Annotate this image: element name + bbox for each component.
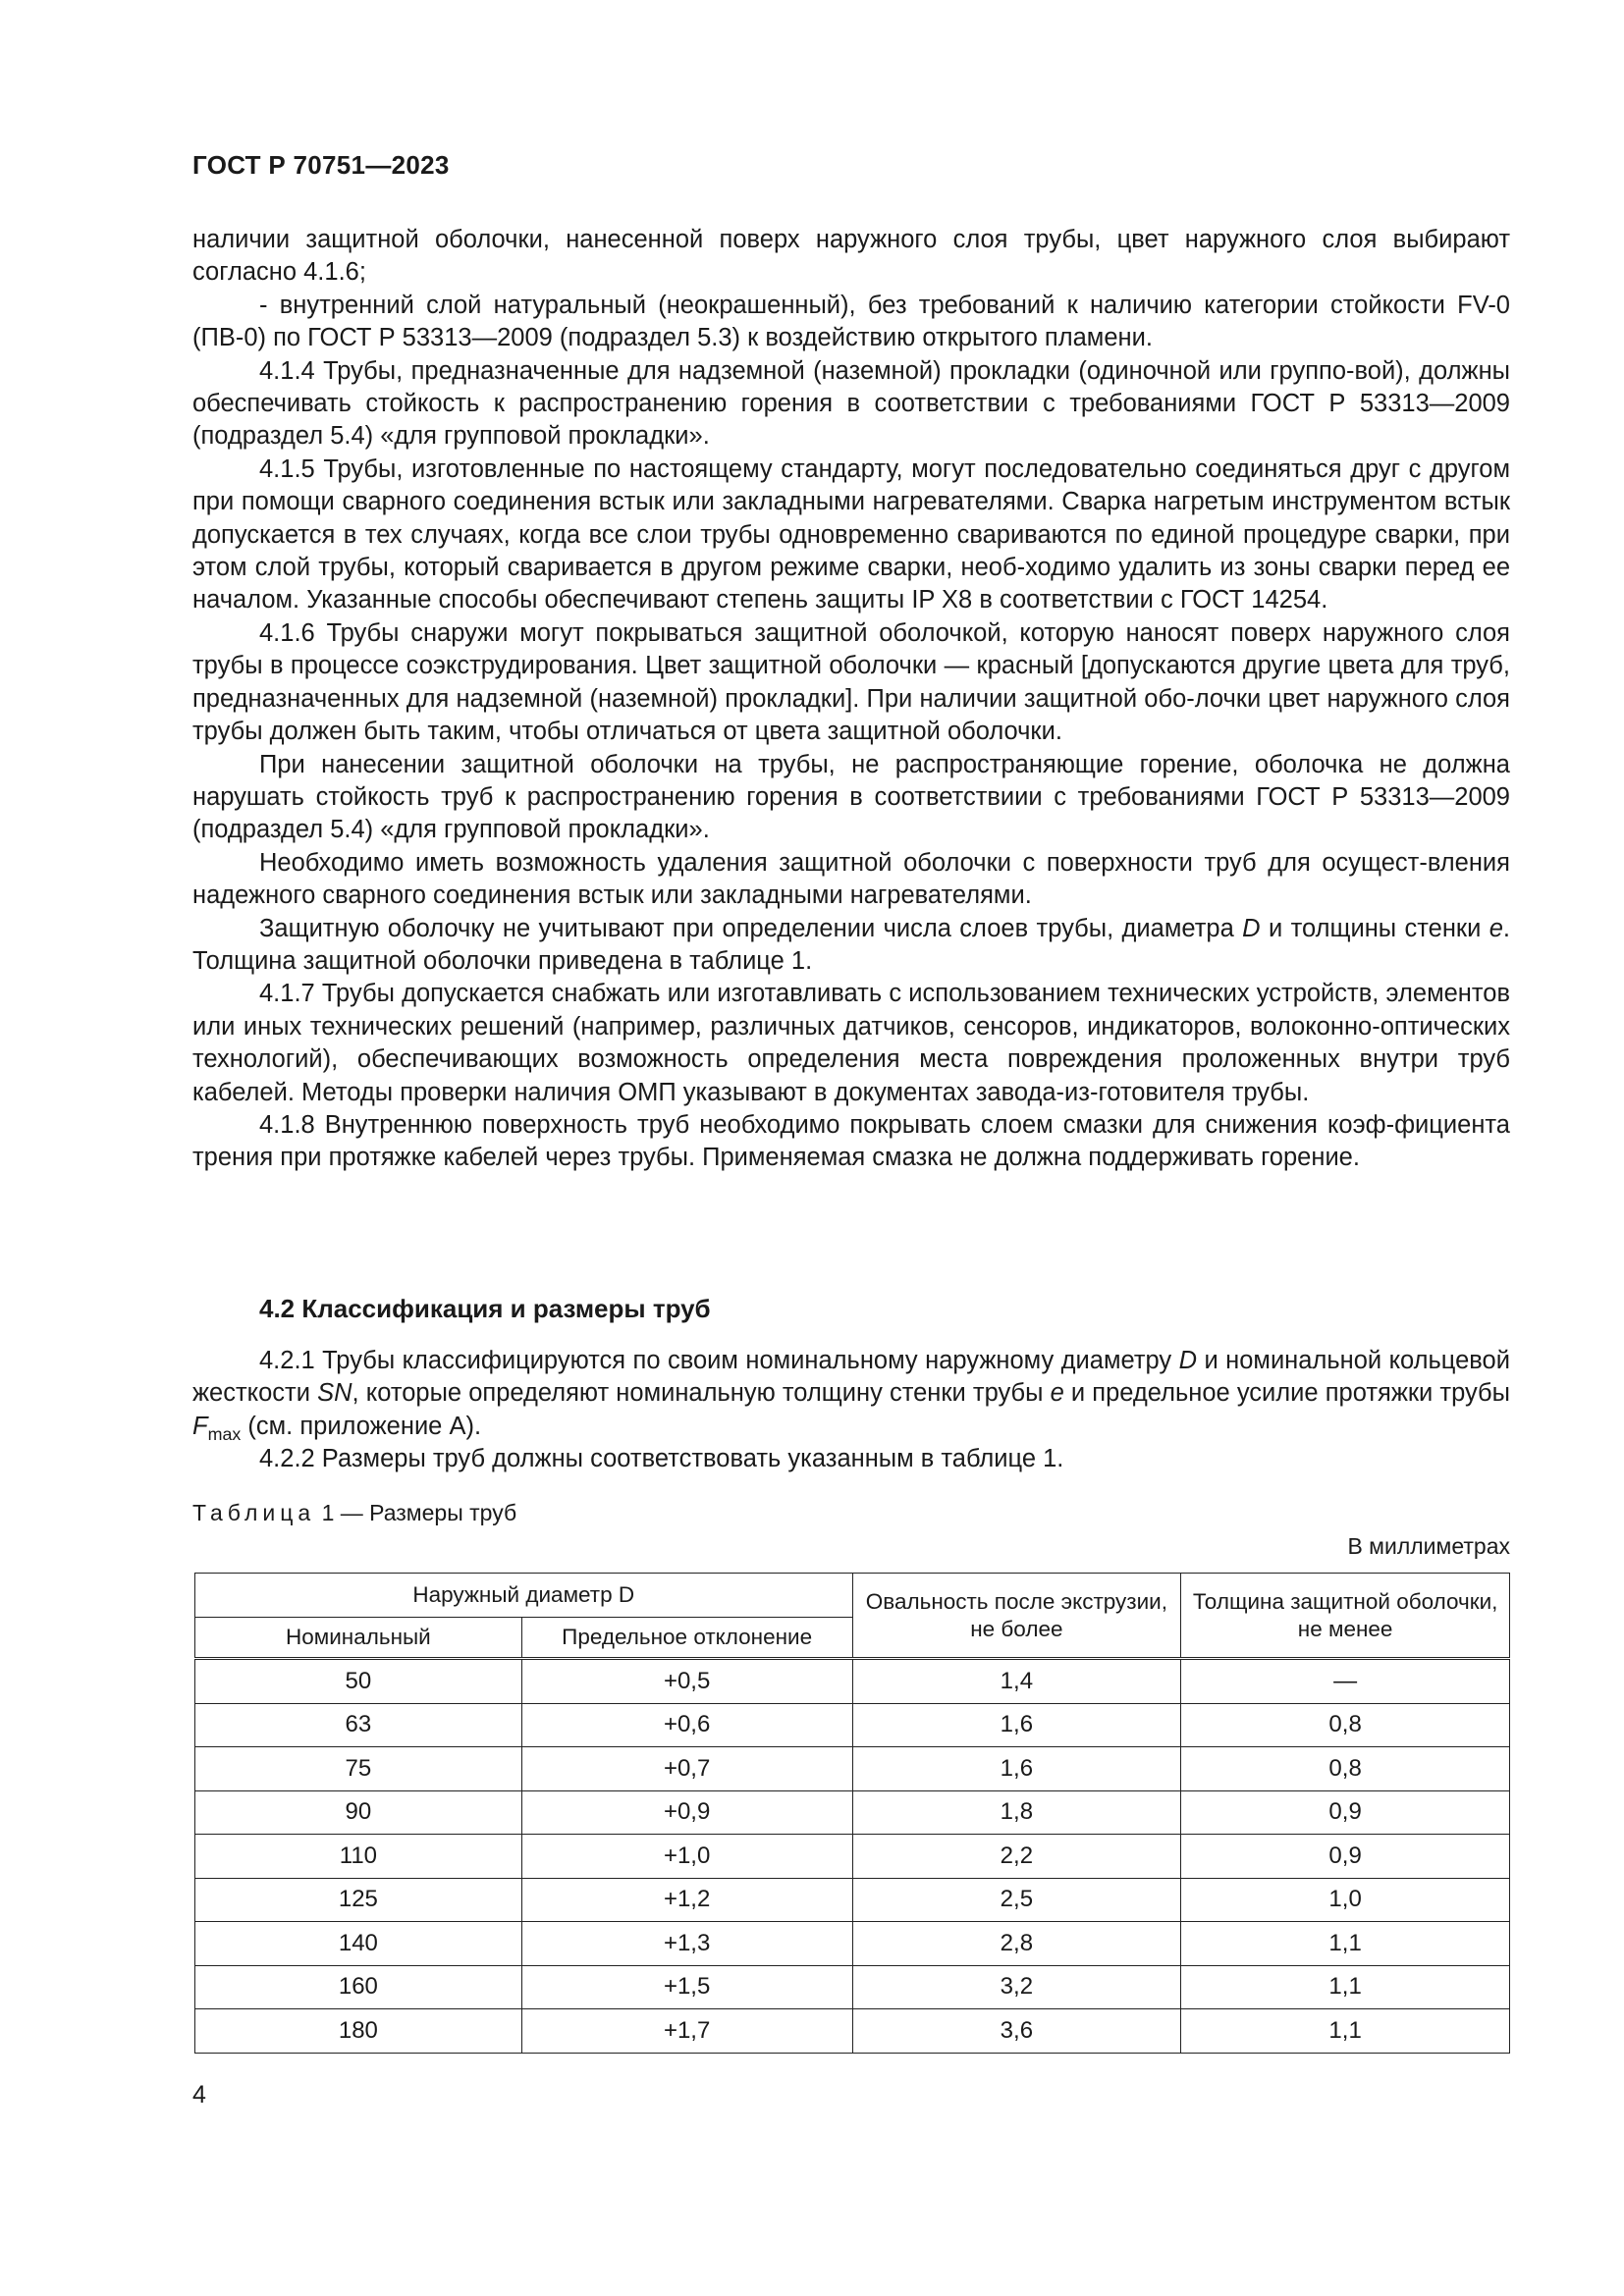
header-ovality: Овальность после экструзии, не более <box>852 1574 1181 1659</box>
table-cell: 1,4 <box>852 1659 1181 1704</box>
section-4-1-text <box>192 224 1510 1175</box>
table-row <box>195 1922 1510 1966</box>
header-outer-diameter: Наружный диаметр D <box>195 1574 853 1618</box>
table-cell: 1,8 <box>852 1790 1181 1835</box>
table-cell: 90 <box>195 1790 522 1835</box>
table-row <box>195 1878 1510 1922</box>
table-row <box>195 1703 1510 1747</box>
paragraph: При нанесении защитной оболочки на трубы, не распространяющие горение, оболочка не должна нарушать стойкость труб к распространению горения в соответствиии с требованиями ГОСТ Р 53313—2009 (подраздел 5.4) «для групповой прокладки». <box>192 750 1510 844</box>
document-header: ГОСТ Р 70751—2023 <box>192 150 450 180</box>
table-cell: 0,8 <box>1181 1703 1510 1747</box>
table-cell: 3,6 <box>852 2009 1181 2054</box>
table-cell: +1,3 <box>521 1922 852 1966</box>
paragraph-4-1-7: 4.1.7 Трубы допускается снабжать или изготавливать с использованием технических устройств, элементов или иных технических решений (например, различных датчиков, сенсоров, индикаторов, волоконно-оптических технологий), обеспечивающих возможность определения места повреждения проложенных внутри труб кабелей. Методы проверки наличия ОМП указывают в документах завода-из-готовителя трубы. <box>192 980 1510 1106</box>
table-body <box>195 1659 1510 2054</box>
header-nominal: Номинальный <box>195 1618 522 1659</box>
paragraph-shell-thickness: Защитную оболочку не учитывают при определении числа слоев трубы, диаметра D и толщины стенки e. Толщина защитной оболочки приведена в таблице 1. <box>192 914 1511 975</box>
table-cell: 63 <box>195 1703 522 1747</box>
paragraph: - внутренний слой натуральный (неокрашенный), без требований к наличию категории стойкости FV-0 (ПВ-0) по ГОСТ Р 53313—2009 (подраздел 5.3) к воздействию открытого пламени. <box>192 291 1510 352</box>
table-cell: +0,5 <box>521 1659 852 1704</box>
table-cell: 140 <box>195 1922 522 1966</box>
table-caption: Таблица 1 — Размеры труб <box>192 1500 517 1525</box>
table-row <box>195 1747 1510 1791</box>
table-cell: 125 <box>195 1878 522 1922</box>
table-cell: 110 <box>195 1835 522 1879</box>
table-cell: 180 <box>195 2009 522 2054</box>
table-row <box>195 2009 1510 2054</box>
table-cell: +1,0 <box>521 1835 852 1879</box>
table-row <box>195 1790 1510 1835</box>
section-4-2-title: 4.2 Классификация и размеры труб <box>259 1294 711 1323</box>
table-cell: 2,5 <box>852 1878 1181 1922</box>
table-row <box>195 1965 1510 2009</box>
table-row <box>195 1659 1510 1704</box>
table-row <box>195 1835 1510 1879</box>
table-cell: 160 <box>195 1965 522 2009</box>
table-cell: 3,2 <box>852 1965 1181 2009</box>
table-cell: 75 <box>195 1747 522 1791</box>
table-units: В миллиметрах <box>1347 1533 1510 1559</box>
table-cell: +0,9 <box>521 1790 852 1835</box>
table-cell: 1,1 <box>1181 2009 1510 2054</box>
table-cell: +1,7 <box>521 2009 852 2054</box>
paragraph-4-2-1: 4.2.1 Трубы классифицируются по своим номинальному наружному диаметру D и номинальной кольцевой жесткости SN, которые определяют номинальную толщину стенки трубы e и предельное усилие протяжки трубы $F_{max}$ (см. приложение А). <box>192 1347 1510 1444</box>
table-cell: 1,1 <box>1181 1922 1510 1966</box>
table-cell: +0,7 <box>521 1747 852 1791</box>
table-cell: +1,2 <box>521 1878 852 1922</box>
table-cell: 1,6 <box>852 1703 1181 1747</box>
header-tolerance: Предельное отклонение <box>521 1618 852 1659</box>
table-cell: 1,0 <box>1181 1878 1510 1922</box>
table-cell: +1,5 <box>521 1965 852 2009</box>
table-cell: 1,1 <box>1181 1965 1510 2009</box>
table-cell: 0,8 <box>1181 1747 1510 1791</box>
paragraph-4-1-4: 4.1.4 Трубы, предназначенные для надземной (наземной) прокладки (одиночной или группо-вой), должны обеспечивать стойкость к распространению горения в соответствии с требованиями ГОСТ Р 53313—2009 (подраздел 5.4) «для групповой прокладки». <box>192 356 1510 451</box>
dimensions-table <box>194 1573 1510 2054</box>
paragraph-4-1-6: 4.1.6 Трубы снаружи могут покрываться защитной оболочкой, которую наносят поверх наружного слоя трубы в процессе соэкструдирования. Цвет защитной оболочки — красный [допускаются другие цвета для труб, предназначенных для надземной (наземной) прокладки]. При наличии защитной обо-лочки цвет наружного слоя трубы должен быть таким, чтобы отличаться от цвета защитной оболочки. <box>192 618 1510 746</box>
table-cell: +0,6 <box>521 1703 852 1747</box>
paragraph: Необходимо иметь возможность удаления защитной оболочки с поверхности труб для осущест-вления надежного сварного соединения встык или закладными нагревателями. <box>192 848 1510 910</box>
table-cell: 2,2 <box>852 1835 1181 1879</box>
paragraph-4-1-8: 4.1.8 Внутреннюю поверхность труб необходимо покрывать слоем смазки для снижения коэф-фициента трения при протяжке кабелей через трубы. Применяемая смазка не должна поддерживать горение. <box>192 1110 1510 1172</box>
table-cell: 0,9 <box>1181 1790 1510 1835</box>
paragraph-4-2-2: 4.2.2 Размеры труб должны соответствовать указанным в таблице 1. <box>259 1445 1064 1473</box>
table-cell: — <box>1181 1659 1510 1704</box>
table-cell: 2,8 <box>852 1922 1181 1966</box>
paragraph-4-1-5: 4.1.5 Трубы, изготовленные по настоящему стандарту, могут последовательно соединяться друг с другом при помощи сварного соединения встык или закладными нагревателями. Сварка нагретым инструментом встык допускается в тех случаях, когда все слои трубы одновременно свариваются по единой процедуре сварки, при этом слой трубы, который сваривается в другом режиме сварки, необ-ходимо удалить из зоны сварки перед ее началом. Указанные способы обеспечивают степень защиты IP X8 в соответствии с ГОСТ 14254. <box>192 454 1510 614</box>
page-number: 4 <box>192 2081 206 2109</box>
section-4-2-text <box>192 1345 1510 1476</box>
paragraph: наличии защитной оболочки, нанесенной поверх наружного слоя трубы, цвет наружного слоя выбирают согласно 4.1.6; <box>192 226 1510 287</box>
header-shell-thickness: Толщина защитной оболочки, не менее <box>1181 1574 1510 1659</box>
table-cell: 1,6 <box>852 1747 1181 1791</box>
table-cell: 50 <box>195 1659 522 1704</box>
table-cell: 0,9 <box>1181 1835 1510 1879</box>
